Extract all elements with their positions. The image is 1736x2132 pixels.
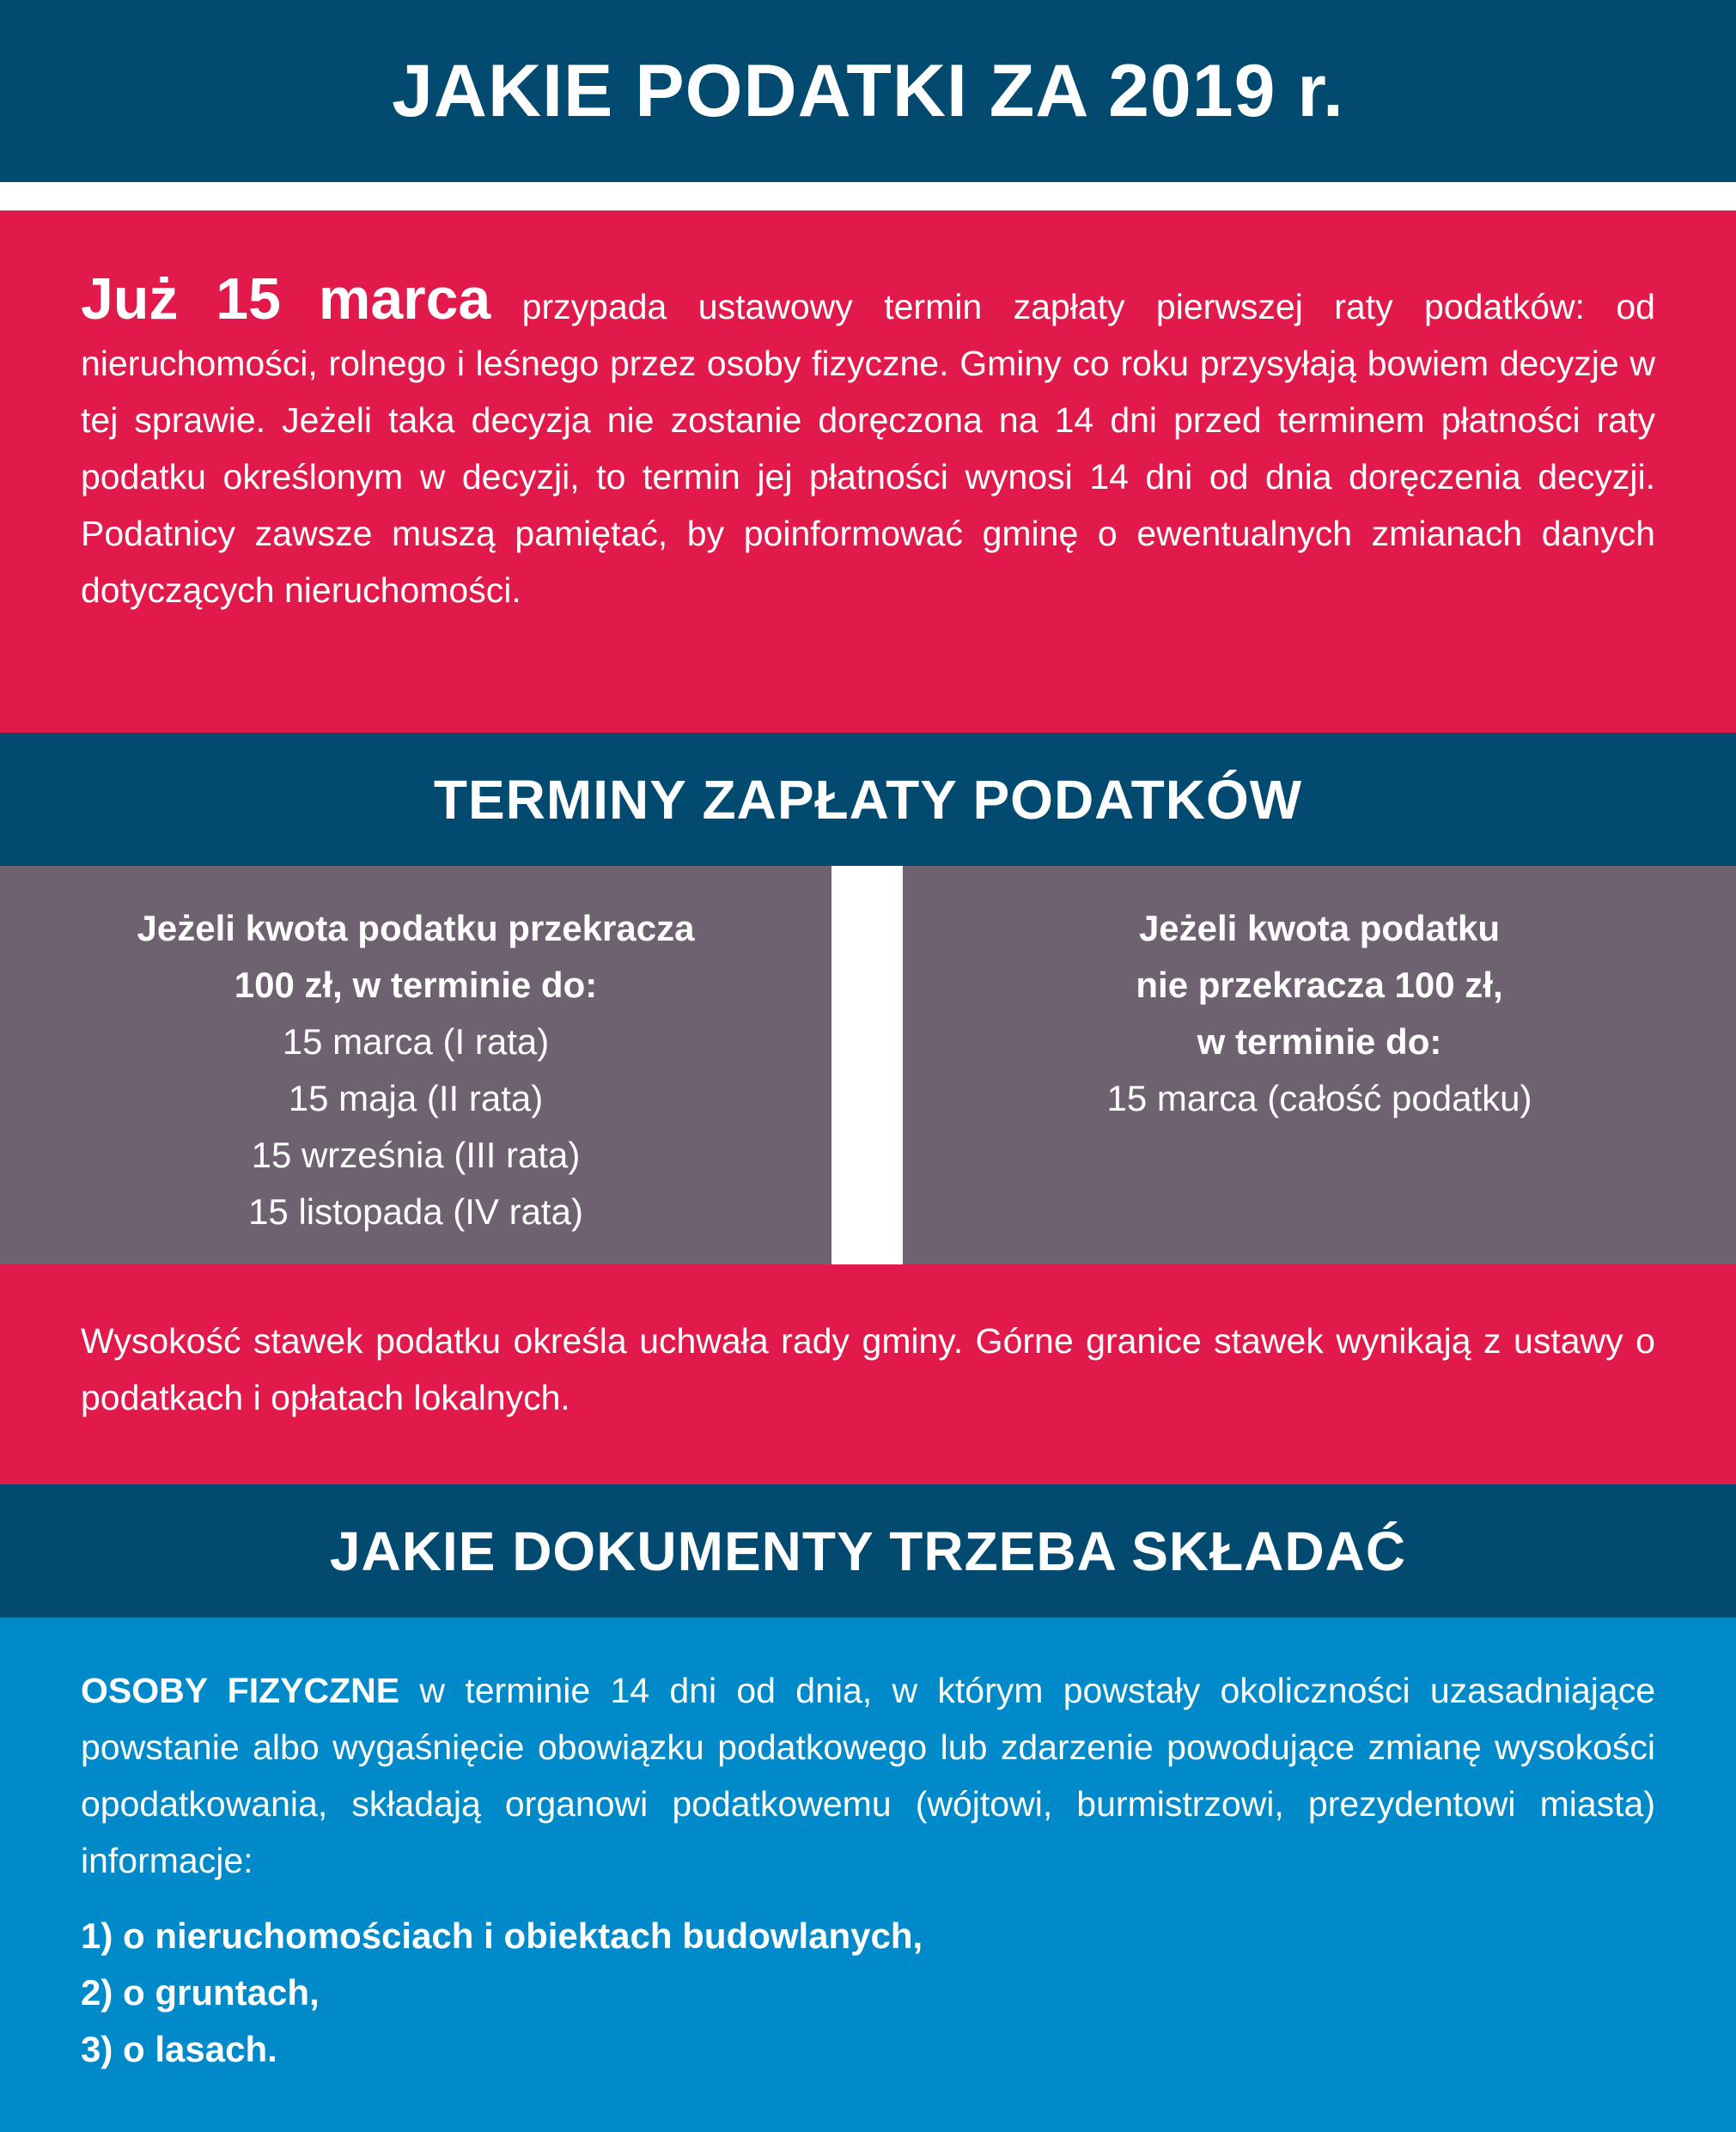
- left-condition-line1: Jeżeli kwota podatku przekracza: [137, 908, 695, 948]
- installment-item: 15 marca (I rata): [282, 1021, 550, 1062]
- right-condition-line1: Jeżeli kwota podatku: [1138, 908, 1501, 948]
- terms-right-column: [903, 866, 1736, 1264]
- list-item: 1) o nieruchomościach i obiektach budowlanych,: [81, 1916, 923, 1956]
- installment-item: 15 listopada (IV rata): [248, 1191, 583, 1232]
- intro-paragraph: [81, 266, 1655, 618]
- documents-paragraph: [81, 1662, 1655, 1889]
- intro-section: [0, 210, 1736, 733]
- rates-paragraph: Wysokość stawek podatku określa uchwała rady gminy. Górne granice stawek wynikają z ustawy o podatkach i opłatach lokalnych.: [81, 1321, 1655, 1417]
- installment-item: 15 maja (II rata): [288, 1078, 544, 1118]
- right-condition-line2: nie przekracza 100 zł,: [1136, 965, 1503, 1005]
- intro-text: przypada ustawowy termin zapłaty pierwszej raty podatków: od nieruchomości, rolnego i leśnego przez osoby fizyczne. Gminy co roku przysyłają bowiem decyzje w tej sprawie. Jeżeli taka decyzja nie zostanie doręczona na 14 dni przed terminem płatności raty podatku określonym w decyzji, to termin jej płatności wynosi 14 dni od dnia doręczenia decyzji. Podatnicy zawsze muszą pamiętać, by poinformować gminę o ewentualnych zmianach danych dotyczących nieruchomości.: [81, 287, 1655, 610]
- list-item: 2) o gruntach,: [81, 1972, 320, 2013]
- terms-columns: [0, 866, 1736, 1264]
- right-condition-line3: w terminie do:: [1197, 1021, 1442, 1062]
- terms-heading: TERMINY ZAPŁATY PODATKÓW: [433, 768, 1303, 831]
- terms-left-column: [0, 866, 831, 1264]
- documents-list: [81, 1908, 1655, 2078]
- page-title: JAKIE PODATKI ZA 2019 r.: [392, 49, 1344, 132]
- installment-item: 15 września (III rata): [251, 1135, 581, 1175]
- documents-banner: [0, 1484, 1736, 1617]
- intro-lead: Już 15 marca: [81, 266, 491, 332]
- list-item: 3) o lasach.: [81, 2029, 277, 2069]
- documents-text: w terminie 14 dni od dnia, w którym powstały okoliczności uzasadniające powstanie albo wygaśnięcie obowiązku podatkowego lub zdarzenie powodujące zmianę wysokości opodatkowania, składają organowi podatkowemu (wójtowi, burmistrzowi, prezydentowi miasta) informacje:: [81, 1671, 1656, 1880]
- title-banner: [0, 0, 1736, 182]
- terms-banner: [0, 733, 1736, 866]
- installment-item: 15 marca (całość podatku): [1106, 1078, 1532, 1118]
- documents-heading: JAKIE DOKUMENTY TRZEBA SKŁADAĆ: [329, 1520, 1407, 1582]
- documents-section: [0, 1617, 1736, 2132]
- left-condition-line2: 100 zł, w terminie do:: [234, 965, 598, 1005]
- documents-lead: OSOBY FIZYCZNE: [81, 1671, 400, 1710]
- rates-section: [0, 1264, 1736, 1484]
